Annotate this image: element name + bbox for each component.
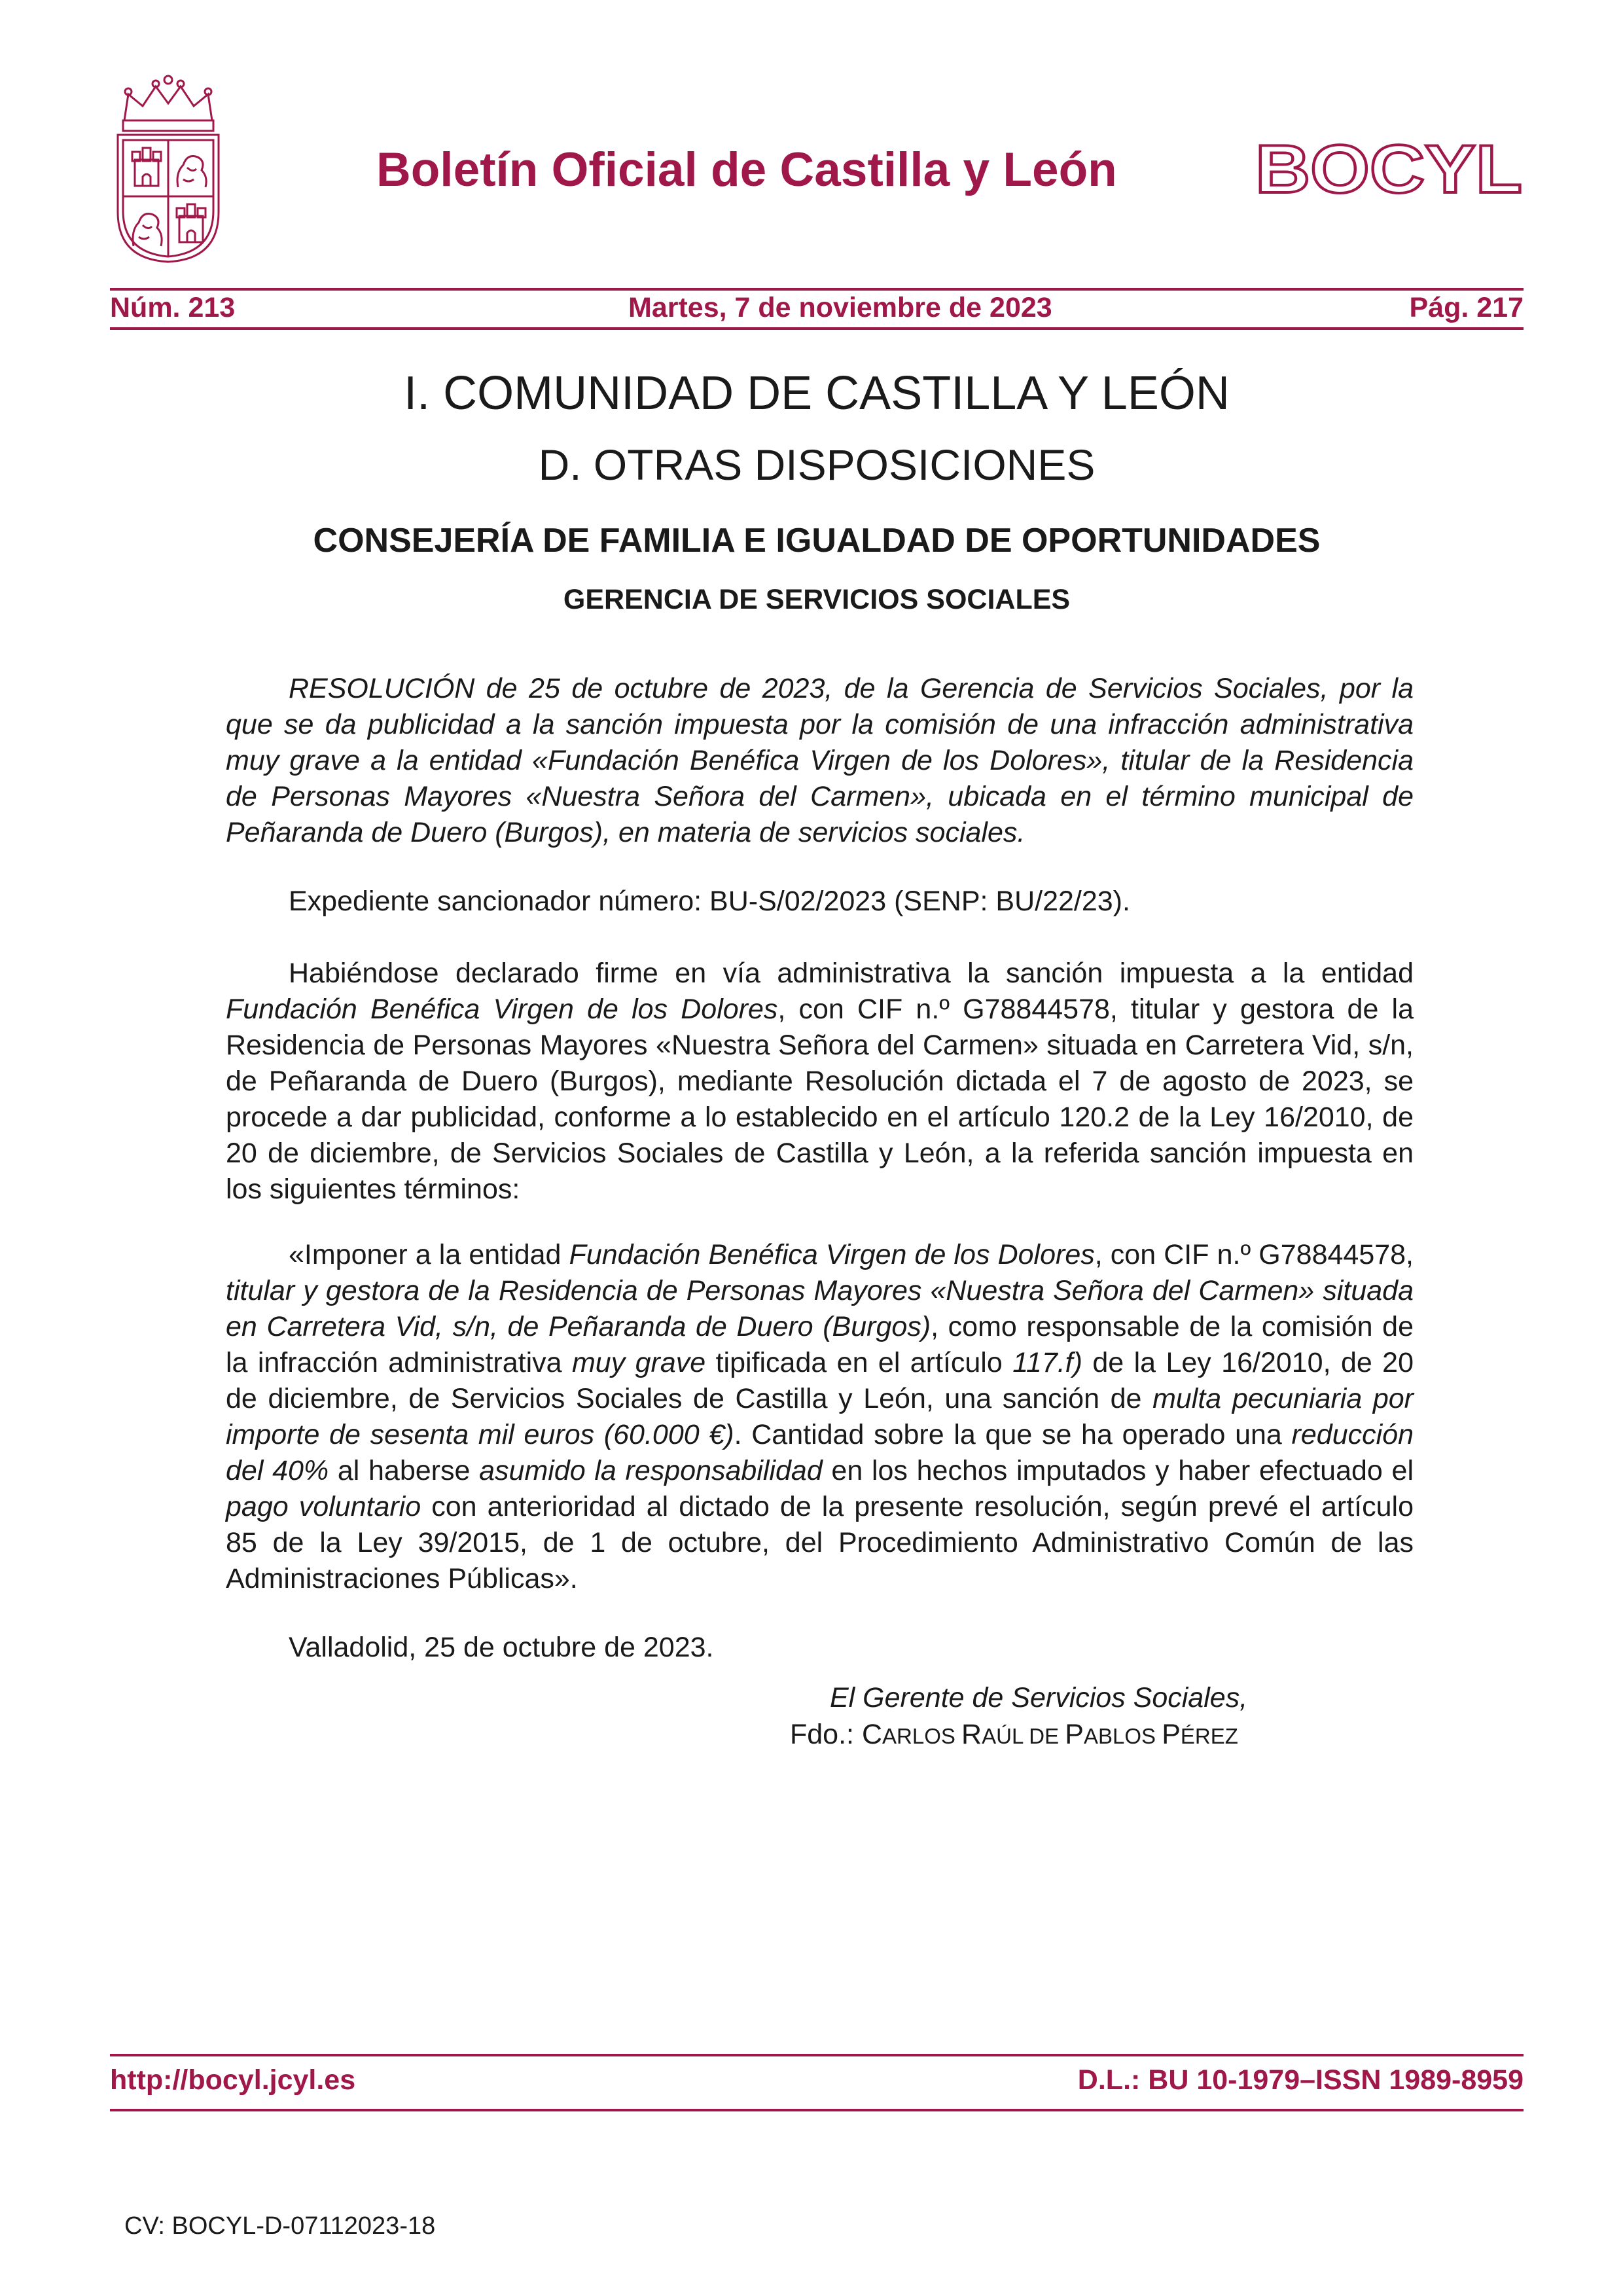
- name-cap: R: [961, 1719, 982, 1750]
- text-run: , como responsable de la comisión de la infracción administrativa: [226, 1311, 1414, 1378]
- office-heading: GERENCIA DE SERVICIOS SOCIALES: [563, 584, 1071, 615]
- body-paragraph-sanction: [226, 1237, 1414, 1597]
- text-run-italic: reducción del 40%: [226, 1419, 1414, 1486]
- section-heading: I. COMUNIDAD DE CASTILLA Y LEÓN: [404, 367, 1230, 420]
- text-run-italic: Fundación Benéfica Virgen de los Dolores: [569, 1239, 1095, 1270]
- name-small: ARLOS: [882, 1724, 962, 1748]
- verification-code: CV: BOCYL-D-07112023-18: [124, 2212, 436, 2240]
- coat-of-arms-icon: [110, 75, 226, 264]
- text-run: con anterioridad al dictado de la presente resolución, según prevé el artículo 85 de la Ley 39/2015, de 1 de octubre, del Procedimiento Administrativo Común de las Administraciones Públicas».: [226, 1491, 1414, 1594]
- name-cap: P: [1065, 1719, 1084, 1750]
- file-number: Expediente sancionador número: BU-S/02/2023 (SENP: BU/22/23).: [289, 886, 1130, 917]
- page-number: Pág. 217: [1409, 292, 1524, 323]
- text-run: , con CIF n.º G78844578, titular y gestora de la Residencia de Personas Mayores «Nuestra Señora del Carmen» situada en Carretera Vid, s/n, de Peñaranda de Duero (Burgos), mediante Resolución dictada el 7 de agosto de 2023, se procede a dar publicidad, conforme a lo establecido en el artículo 120.2 de la Ley 16/2010, de 20 de diciembre, de Servicios Sociales de Castilla y León, a la referida sanción impuesta en los siguientes términos:: [226, 994, 1414, 1205]
- text-run: Habiéndose declarado firme en vía administrativa la sanción impuesta a la entidad: [289, 958, 1414, 989]
- place-and-date: Valladolid, 25 de octubre de 2023.: [289, 1632, 714, 1663]
- text-run: en los hechos imputados y haber efectuado el: [822, 1455, 1414, 1486]
- name-cap: C: [861, 1719, 882, 1750]
- text-run: , con CIF n.º G78844578,: [1094, 1239, 1414, 1270]
- text-run: . Cantidad sobre la que se ha operado una: [734, 1419, 1292, 1450]
- issue-date: Martes, 7 de noviembre de 2023: [628, 292, 1052, 323]
- text-run: de la Ley 16/2010, de 20 de diciembre, de Servicios Sociales de Castilla y León, una sanción de: [226, 1347, 1414, 1414]
- text-run-italic: pago voluntario: [226, 1491, 421, 1522]
- issue-number: Núm. 213: [110, 292, 236, 323]
- bocyl-logo-text: BOCYL: [1255, 137, 1522, 203]
- text-run-italic: Fundación Benéfica Virgen de los Dolores: [226, 994, 778, 1025]
- signer-name: [790, 1719, 1238, 1751]
- name-small: ABLOS: [1083, 1724, 1162, 1748]
- footer-rule-top: [110, 2054, 1524, 2056]
- text-run-italic: titular y gestora de la Residencia de Personas Mayores «Nuestra Señora del Carmen» situada en Carretera Vid, s/n, de Peñaranda de Duero (Burgos): [226, 1275, 1414, 1342]
- text-run-italic: multa pecuniaria por importe de sesenta mil euros (60.000 €): [226, 1383, 1414, 1450]
- text-run-italic: muy grave: [571, 1347, 706, 1378]
- footer-url-link[interactable]: http://bocyl.jcyl.es: [110, 2064, 356, 2096]
- text-run: al haberse: [329, 1455, 480, 1486]
- header-rule-bottom: [110, 327, 1524, 330]
- body-paragraph-publication: [226, 956, 1414, 1208]
- resolution-summary: RESOLUCIÓN de 25 de octubre de 2023, de la Gerencia de Servicios Sociales, por la que se da publicidad a la sanción impuesta por la comisión de una infracción administrativa muy grave a la entidad «Fundación Benéfica Virgen de los Dolores», titular de la Residencia de Personas Mayores «Nuestra Señora del Carmen», ubicada en el término municipal de Peñaranda de Duero (Burgos), en materia de servicios sociales.: [226, 673, 1414, 848]
- legal-deposit: D.L.: BU 10-1979–ISSN 1989-8959: [1077, 2064, 1524, 2096]
- department-heading: CONSEJERÍA DE FAMILIA E IGUALDAD DE OPORTUNIDADES: [313, 522, 1321, 560]
- signer-prefix: Fdo.:: [790, 1719, 862, 1750]
- text-run-italic: 117.f): [1012, 1347, 1082, 1378]
- bocyl-logo: [1255, 137, 1524, 203]
- name-cap: P: [1162, 1719, 1181, 1750]
- bulletin-title: Boletín Oficial de Castilla y León: [376, 143, 1117, 196]
- footer-rule-bottom: [110, 2109, 1524, 2111]
- header-rule-top: [110, 288, 1524, 291]
- subsection-heading: D. OTRAS DISPOSICIONES: [538, 440, 1096, 489]
- text-run: «Imponer a la entidad: [289, 1239, 569, 1270]
- text-run: tipificada en el artículo: [705, 1347, 1013, 1378]
- signer-role: El Gerente de Servicios Sociales,: [830, 1682, 1248, 1713]
- text-run-italic: asumido la responsabilidad: [479, 1455, 823, 1486]
- name-small: AÚL DE: [982, 1724, 1065, 1748]
- name-small: ÉREZ: [1180, 1724, 1238, 1748]
